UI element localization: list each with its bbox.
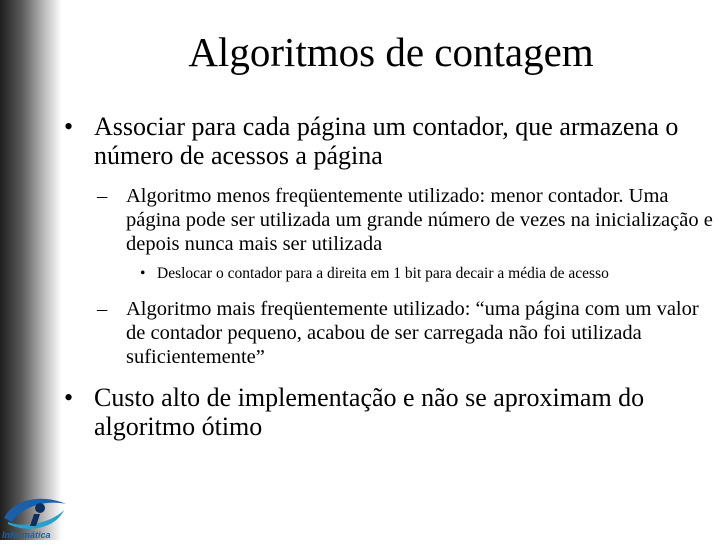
bullet-text: Associar para cada página um contador, que armazena o número de acessos a página bbox=[94, 112, 679, 170]
dash-icon: – bbox=[97, 298, 108, 320]
slide-title: Algoritmos de contagem bbox=[188, 29, 594, 75]
sub-point-2 bbox=[60, 297, 715, 369]
logo-text: Informática bbox=[2, 530, 51, 540]
slide-content bbox=[60, 112, 715, 455]
bullet-point-2 bbox=[60, 383, 715, 441]
sub-point-text: Algoritmo mais freqüentemente utilizado: “uma página com um valor de contador pequeno, acabou de ser carregada não foi utilizada suficientemente” bbox=[126, 298, 699, 368]
sub-sub-point-1 bbox=[60, 264, 715, 283]
bullet-dot-icon: • bbox=[64, 383, 74, 412]
bullet-text: Custo alto de implementação e não se aproximam do algoritmo ótimo bbox=[94, 383, 645, 441]
sub-sub-point-text: Deslocar o contador para a direita em 1 bit para decair a média de acesso bbox=[157, 265, 609, 282]
informatica-logo bbox=[0, 488, 72, 540]
informatica-logo-icon bbox=[0, 488, 72, 540]
bullet-dot-icon: • bbox=[140, 265, 146, 282]
bullet-dot-icon: • bbox=[64, 112, 74, 141]
bullet-point-1 bbox=[60, 112, 715, 170]
sub-point-1 bbox=[60, 184, 715, 256]
sub-point-text: Algoritmo menos freqüentemente utilizado: menor contador. Uma página pode ser utilizada um grande número de vezes na inicialização e depois nunca mais ser utilizada bbox=[126, 185, 713, 255]
dash-icon: – bbox=[97, 185, 108, 207]
left-gradient-bar bbox=[0, 0, 62, 540]
